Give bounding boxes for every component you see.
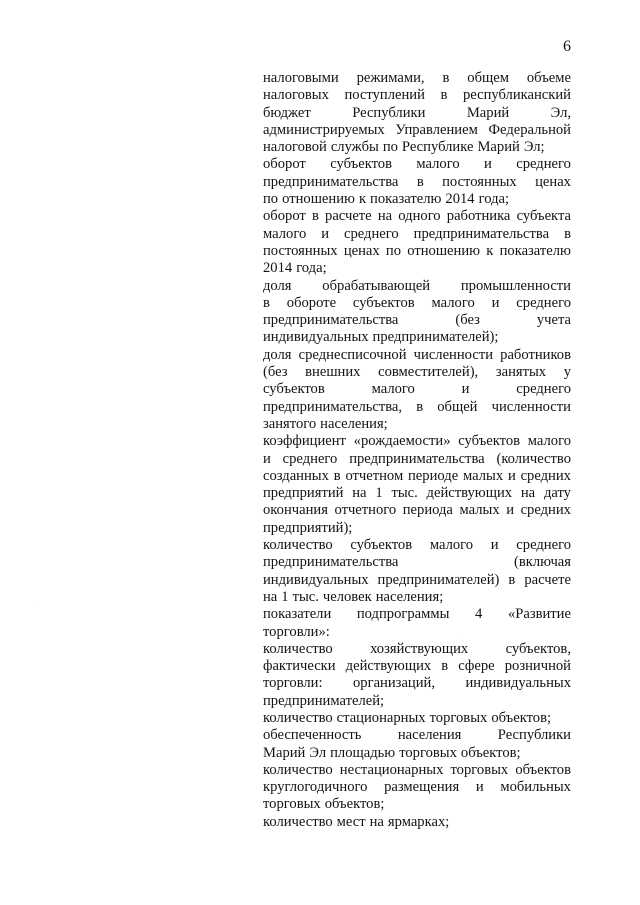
text-line <box>263 485 571 502</box>
word: года; <box>478 191 510 208</box>
text-line <box>263 295 571 312</box>
word: среднего <box>516 294 571 311</box>
word: размещения <box>384 779 460 796</box>
text-line <box>263 745 571 762</box>
word: показателю <box>370 191 442 208</box>
word: службы <box>330 139 379 156</box>
word: количество <box>263 813 333 830</box>
word: в <box>442 70 450 86</box>
word: субъектов <box>458 433 521 450</box>
word: в <box>416 173 424 190</box>
word: на <box>377 208 393 225</box>
word: среднего <box>282 450 338 467</box>
word: предпринимателей; <box>263 692 385 709</box>
word: окончания <box>263 502 328 519</box>
word: отчетного <box>334 502 397 519</box>
word: Федеральной <box>488 121 571 138</box>
word: внешних <box>305 364 361 381</box>
word: предприятий <box>263 485 344 502</box>
word: обеспеченность <box>263 727 362 744</box>
word: объектов; <box>491 709 552 726</box>
word: у <box>563 364 571 381</box>
word: индивидуальных <box>263 571 369 588</box>
text-line <box>263 624 571 641</box>
word: Республике <box>401 139 474 156</box>
text-line <box>263 554 571 571</box>
word: и <box>321 225 330 242</box>
word: субъектов <box>330 156 392 173</box>
word: республиканский <box>462 87 571 104</box>
word: объектов <box>515 761 571 778</box>
word: периоде <box>408 467 459 484</box>
word: в <box>333 467 341 484</box>
scan-speck: . <box>37 602 39 607</box>
word: субъектов <box>352 294 415 311</box>
word: малого <box>371 381 415 398</box>
text-line <box>263 727 571 744</box>
word: хозяйствующих <box>370 640 469 657</box>
word: поступлений <box>344 87 425 104</box>
word: промышленности <box>460 277 571 294</box>
word: индивидуальных <box>263 329 369 346</box>
word: (без <box>455 312 480 329</box>
word: налоговых <box>263 87 329 104</box>
word: розничной <box>504 658 571 675</box>
word: по <box>385 242 402 259</box>
text-line <box>263 243 571 260</box>
word: и <box>484 156 492 173</box>
word: по <box>263 191 279 208</box>
word: малых <box>459 502 500 519</box>
text-line <box>263 589 571 606</box>
word: созданных <box>263 467 329 484</box>
word: и <box>263 450 271 467</box>
word: в <box>440 87 448 104</box>
word: индивидуальных <box>465 675 571 692</box>
word: ценах <box>535 173 571 190</box>
word: работников <box>500 346 571 363</box>
text-line <box>263 451 571 468</box>
text-line <box>263 156 571 173</box>
word: и <box>490 537 499 554</box>
word: налоговой <box>263 139 327 156</box>
word: доля <box>263 346 292 363</box>
word: торговых <box>429 709 488 726</box>
text-line <box>263 226 571 243</box>
word: и <box>506 502 514 519</box>
text-line <box>263 381 571 398</box>
word: в <box>416 398 424 415</box>
word: Республики <box>497 727 571 744</box>
word: на <box>520 485 536 502</box>
word: 1 <box>375 485 383 502</box>
word: субъектов, <box>505 640 571 657</box>
word: среднесписочной <box>298 346 407 363</box>
word: Эл <box>309 744 327 761</box>
word: предприятий); <box>263 519 353 536</box>
word: «рождаемости» <box>353 433 451 450</box>
text-line <box>263 122 571 139</box>
word: учета <box>536 312 571 329</box>
text-line <box>263 329 571 346</box>
word: малого <box>416 156 460 173</box>
word: площадью <box>330 744 396 761</box>
word: отношению <box>282 191 355 208</box>
word: оборот <box>263 208 306 225</box>
text-line <box>263 520 571 537</box>
text-line <box>263 399 571 416</box>
text-line <box>263 278 571 295</box>
page-number: 6 <box>563 38 571 55</box>
word: на <box>263 588 278 605</box>
word: малого <box>263 225 307 242</box>
word: в <box>441 658 449 675</box>
word: Управлением <box>395 121 478 138</box>
word: средних <box>520 467 571 484</box>
text-line <box>263 208 571 225</box>
text-line <box>263 364 571 381</box>
word: мобильных <box>500 779 571 796</box>
text-line <box>263 502 571 519</box>
word: к <box>486 242 494 259</box>
word: обороте <box>286 294 337 311</box>
word: и <box>475 779 484 796</box>
word: постоянных <box>442 173 517 190</box>
word: субъектов <box>350 537 413 554</box>
word: торговли»: <box>263 623 330 640</box>
word: отчетном <box>345 467 404 484</box>
word: населения <box>397 727 462 744</box>
word: доля <box>263 277 292 294</box>
text-line <box>263 139 571 156</box>
word: торговых <box>450 761 509 778</box>
word: в <box>263 294 270 311</box>
word: показателю <box>499 242 571 259</box>
word: круглогодичного <box>263 779 368 796</box>
text-line <box>263 260 571 277</box>
text-line <box>263 191 571 208</box>
word: предпринимателей) <box>377 571 500 588</box>
word: тыс. <box>292 588 319 605</box>
word: малого <box>429 537 474 554</box>
word: ценах <box>343 242 380 259</box>
text-line <box>263 675 571 692</box>
word: Эл; <box>523 139 545 156</box>
word: на <box>369 813 384 830</box>
word: действующих <box>345 658 432 675</box>
text-line <box>263 416 571 433</box>
word: отношению <box>407 242 481 259</box>
word: по <box>382 139 398 156</box>
text-line <box>263 70 571 87</box>
word: (включая <box>514 554 571 571</box>
word: предпринимательства <box>263 312 399 329</box>
word: 1 <box>281 588 289 605</box>
text-line <box>263 468 571 485</box>
word: торговых <box>399 744 457 761</box>
word: показатели <box>263 606 332 623</box>
word: субъекта <box>516 208 571 225</box>
word: и <box>491 294 500 311</box>
word: режимами, <box>356 70 425 86</box>
word: количество <box>263 761 333 778</box>
word: 2014 <box>263 260 293 277</box>
word: работника <box>446 208 511 225</box>
text-line <box>263 572 571 589</box>
word: налоговыми <box>263 70 339 86</box>
word: малых <box>463 467 504 484</box>
word: коэффициент <box>263 433 346 450</box>
word: на <box>352 485 367 502</box>
word: совместителей), <box>378 364 479 381</box>
word: Марий <box>466 104 510 121</box>
text-line <box>263 693 571 710</box>
word: среднего <box>344 225 399 242</box>
word: и <box>507 467 516 484</box>
text-line <box>263 606 571 623</box>
word: «Развитие <box>507 606 571 623</box>
word: населения; <box>320 415 388 432</box>
text-line <box>263 762 571 779</box>
word: численности <box>491 398 571 415</box>
word: года; <box>296 260 327 277</box>
word: объектов; <box>324 796 385 813</box>
word: предпринимательства <box>263 554 399 571</box>
word: занятых <box>495 364 547 381</box>
word: расчете <box>325 208 372 225</box>
word: занятого <box>263 415 317 432</box>
word: ярмарках; <box>387 813 450 830</box>
word: Марий <box>263 744 306 761</box>
word: и <box>461 381 470 398</box>
word: (количество <box>496 450 571 467</box>
word: Марий <box>477 139 520 156</box>
word: общем <box>467 70 509 86</box>
word: населения; <box>375 588 444 605</box>
word: численности <box>413 346 494 363</box>
word: человек <box>322 588 372 605</box>
text-line <box>263 658 571 675</box>
word: малого <box>527 433 571 450</box>
word: бюджет <box>263 104 311 121</box>
text-line <box>263 174 571 191</box>
word: мест <box>336 813 366 830</box>
word: (без <box>263 364 288 381</box>
text-line <box>263 641 571 658</box>
word: постоянных <box>263 242 338 259</box>
word: количество <box>263 709 333 726</box>
word: среднего <box>516 156 571 173</box>
word: торговли: <box>263 675 323 692</box>
word: субъектов <box>263 381 325 398</box>
word: количество <box>263 537 333 554</box>
word: Республики <box>352 104 426 121</box>
text-line <box>263 105 571 122</box>
word: расчете <box>524 571 571 588</box>
word: оборот <box>263 156 306 173</box>
word: стационарных <box>336 709 426 726</box>
word: тыс. <box>391 485 418 502</box>
text-line <box>263 710 571 727</box>
word: обрабатывающей <box>322 277 431 294</box>
word: в <box>311 208 319 225</box>
scan-speck: · <box>457 632 459 637</box>
text-line <box>263 312 571 329</box>
word: сфере <box>458 658 495 675</box>
word: 2014 <box>445 191 475 208</box>
word: к <box>358 191 367 208</box>
word: объеме <box>526 70 571 86</box>
word: предпринимательства <box>349 450 485 467</box>
word: в <box>564 225 571 242</box>
word: 4 <box>475 606 483 623</box>
text-line <box>263 814 571 831</box>
text-line <box>263 796 571 813</box>
text-line <box>263 537 571 554</box>
word: малого <box>431 294 475 311</box>
word: в <box>508 571 516 588</box>
word: дату <box>543 485 571 502</box>
word: периода <box>402 502 453 519</box>
text-line <box>263 779 571 796</box>
text-line <box>263 433 571 450</box>
word: торговых <box>263 796 321 813</box>
word: организаций, <box>353 675 435 692</box>
word: предпринимателей); <box>372 329 499 346</box>
text-line <box>263 87 571 104</box>
word: фактически <box>263 658 336 675</box>
word: Эл, <box>550 104 571 121</box>
word: предпринимательства <box>413 225 550 242</box>
word: одного <box>398 208 441 225</box>
word: действующих <box>426 485 513 502</box>
word: среднего <box>516 381 571 398</box>
body-text <box>263 70 571 831</box>
word: предпринимательства, <box>263 398 403 415</box>
word: средних <box>520 502 571 519</box>
word: количество <box>263 640 333 657</box>
word: объектов; <box>460 744 521 761</box>
word: предпринимательства <box>263 173 399 190</box>
word: общей <box>437 398 478 415</box>
word: нестационарных <box>339 761 444 778</box>
text-line <box>263 347 571 364</box>
word: подпрограммы <box>356 606 450 623</box>
word: среднего <box>516 537 571 554</box>
word: администрируемых <box>263 121 385 138</box>
